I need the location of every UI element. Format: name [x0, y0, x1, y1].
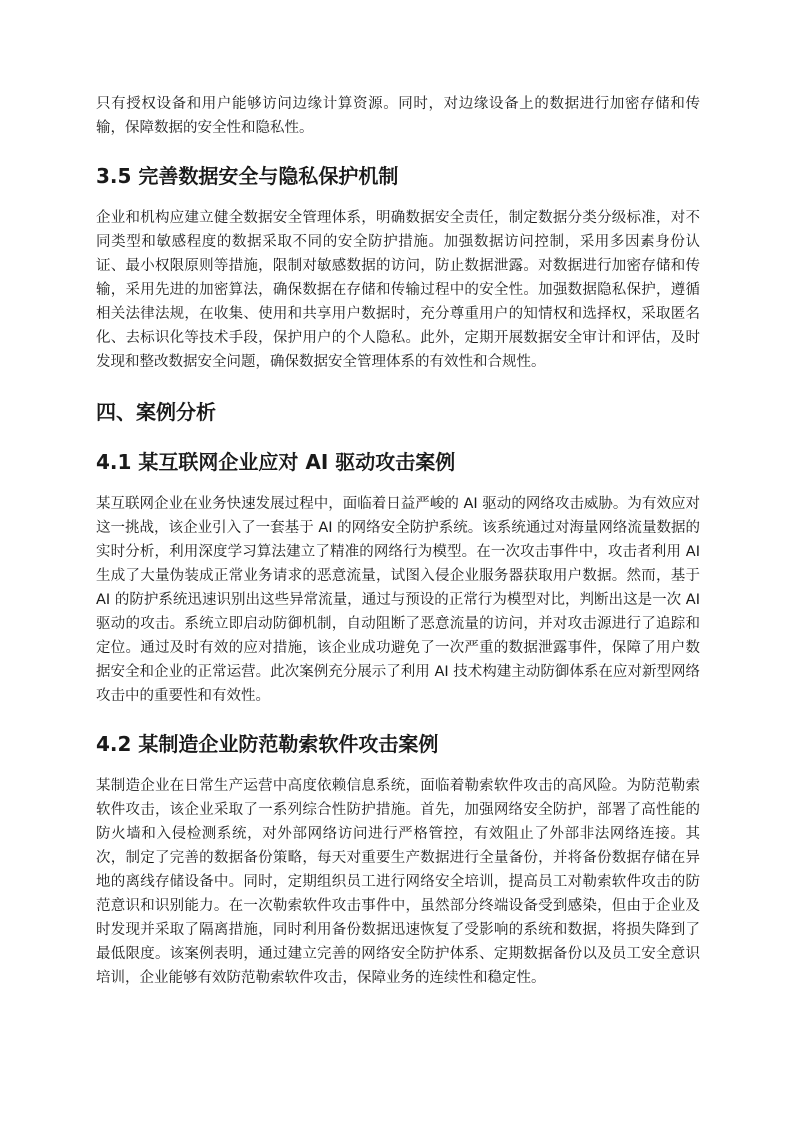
- section-4-1-heading: 4.1 某互联网企业应对 AI 驱动攻击案例: [96, 450, 456, 474]
- section-4-1-paragraph: 某互联网企业在业务快速发展过程中，面临着日益严峻的 AI 驱动的网络攻击威胁。为有效应对这一挑战，该企业引入了一套基于 AI 的网络安全防护系统。该系统通过对海量网络流量数据的实时分析，利用深度学习算法建立了精准的网络行为模型。在一次攻击事件中，攻击者利用 AI 生成了大量伪装成正常业务请求的恶意流量，试图入侵企业服务器获取用户数据。然而，基于 AI 的防护系统迅速识别出这些异常流量，通过与预设的正常行为模型对比，判断出这是一次 AI 驱动的攻击。系统立即启动防御机制，自动阻断了恶意流量的访问，并对攻击源进行了追踪和定位。通过及时有效的应对措施，该企业成功避免了一次严重的数据泄露事件，保障了用户数据安全和企业的正常运营。此次案例充分展示了利用 AI 技术构建主动防御体系在应对新型网络攻击中的重要性和有效性。: [96, 496, 700, 704]
- section-4-2-heading: 4.2 某制造企业防范勒索软件攻击案例: [96, 732, 439, 756]
- document-body: [96, 92, 700, 990]
- section-3-5-paragraph: 企业和机构应建立健全数据安全管理体系，明确数据安全责任，制定数据分类分级标准，对不同类型和敏感程度的数据采取不同的安全防护措施。加强数据访问控制，采用多因素身份认证、最小权限原则等措施，限制对敏感数据的访问，防止数据泄露。对数据进行加密存储和传输，采用先进的加密算法，确保数据在存储和传输过程中的安全性。加强数据隐私保护，遵循相关法律法规，在收集、使用和共享用户数据时，充分尊重用户的知情权和选择权，采取匿名化、去标识化等技术手段，保护用户的个人隐私。此外，定期开展数据安全审计和评估，及时发现和整改数据安全问题，确保数据安全管理体系的有效性和合规性。: [96, 210, 700, 370]
- chapter-4-heading: 四、案例分析: [96, 400, 216, 424]
- section-4-2-paragraph: 某制造企业在日常生产运营中高度依赖信息系统，面临着勒索软件攻击的高风险。为防范勒索软件攻击，该企业采取了一系列综合性防护措施。首先，加强网络安全防护，部署了高性能的防火墙和入侵检测系统，对外部网络访问进行严格管控，有效阻止了外部非法网络连接。其次，制定了完善的数据备份策略，每天对重要生产数据进行全量备份，并将备份数据存储在异地的离线存储设备中。同时，定期组织员工进行网络安全培训，提高员工对勒索软件攻击的防范意识和识别能力。在一次勒索软件攻击事件中，虽然部分终端设备受到感染，但由于企业及时发现并采取了隔离措施，同时利用备份数据迅速恢复了受影响的系统和数据，将损失降到了最低限度。该案例表明，通过建立完善的网络安全防护体系、定期数据备份以及员工安全意识培训，企业能够有效防范勒索软件攻击，保障业务的连续性和稳定性。: [96, 778, 700, 986]
- intro-paragraph: 只有授权设备和用户能够访问边缘计算资源。同时，对边缘设备上的数据进行加密存储和传输，保障数据的安全性和隐私性。: [96, 96, 700, 136]
- section-3-5-heading: 3.5 完善数据安全与隐私保护机制: [96, 164, 399, 188]
